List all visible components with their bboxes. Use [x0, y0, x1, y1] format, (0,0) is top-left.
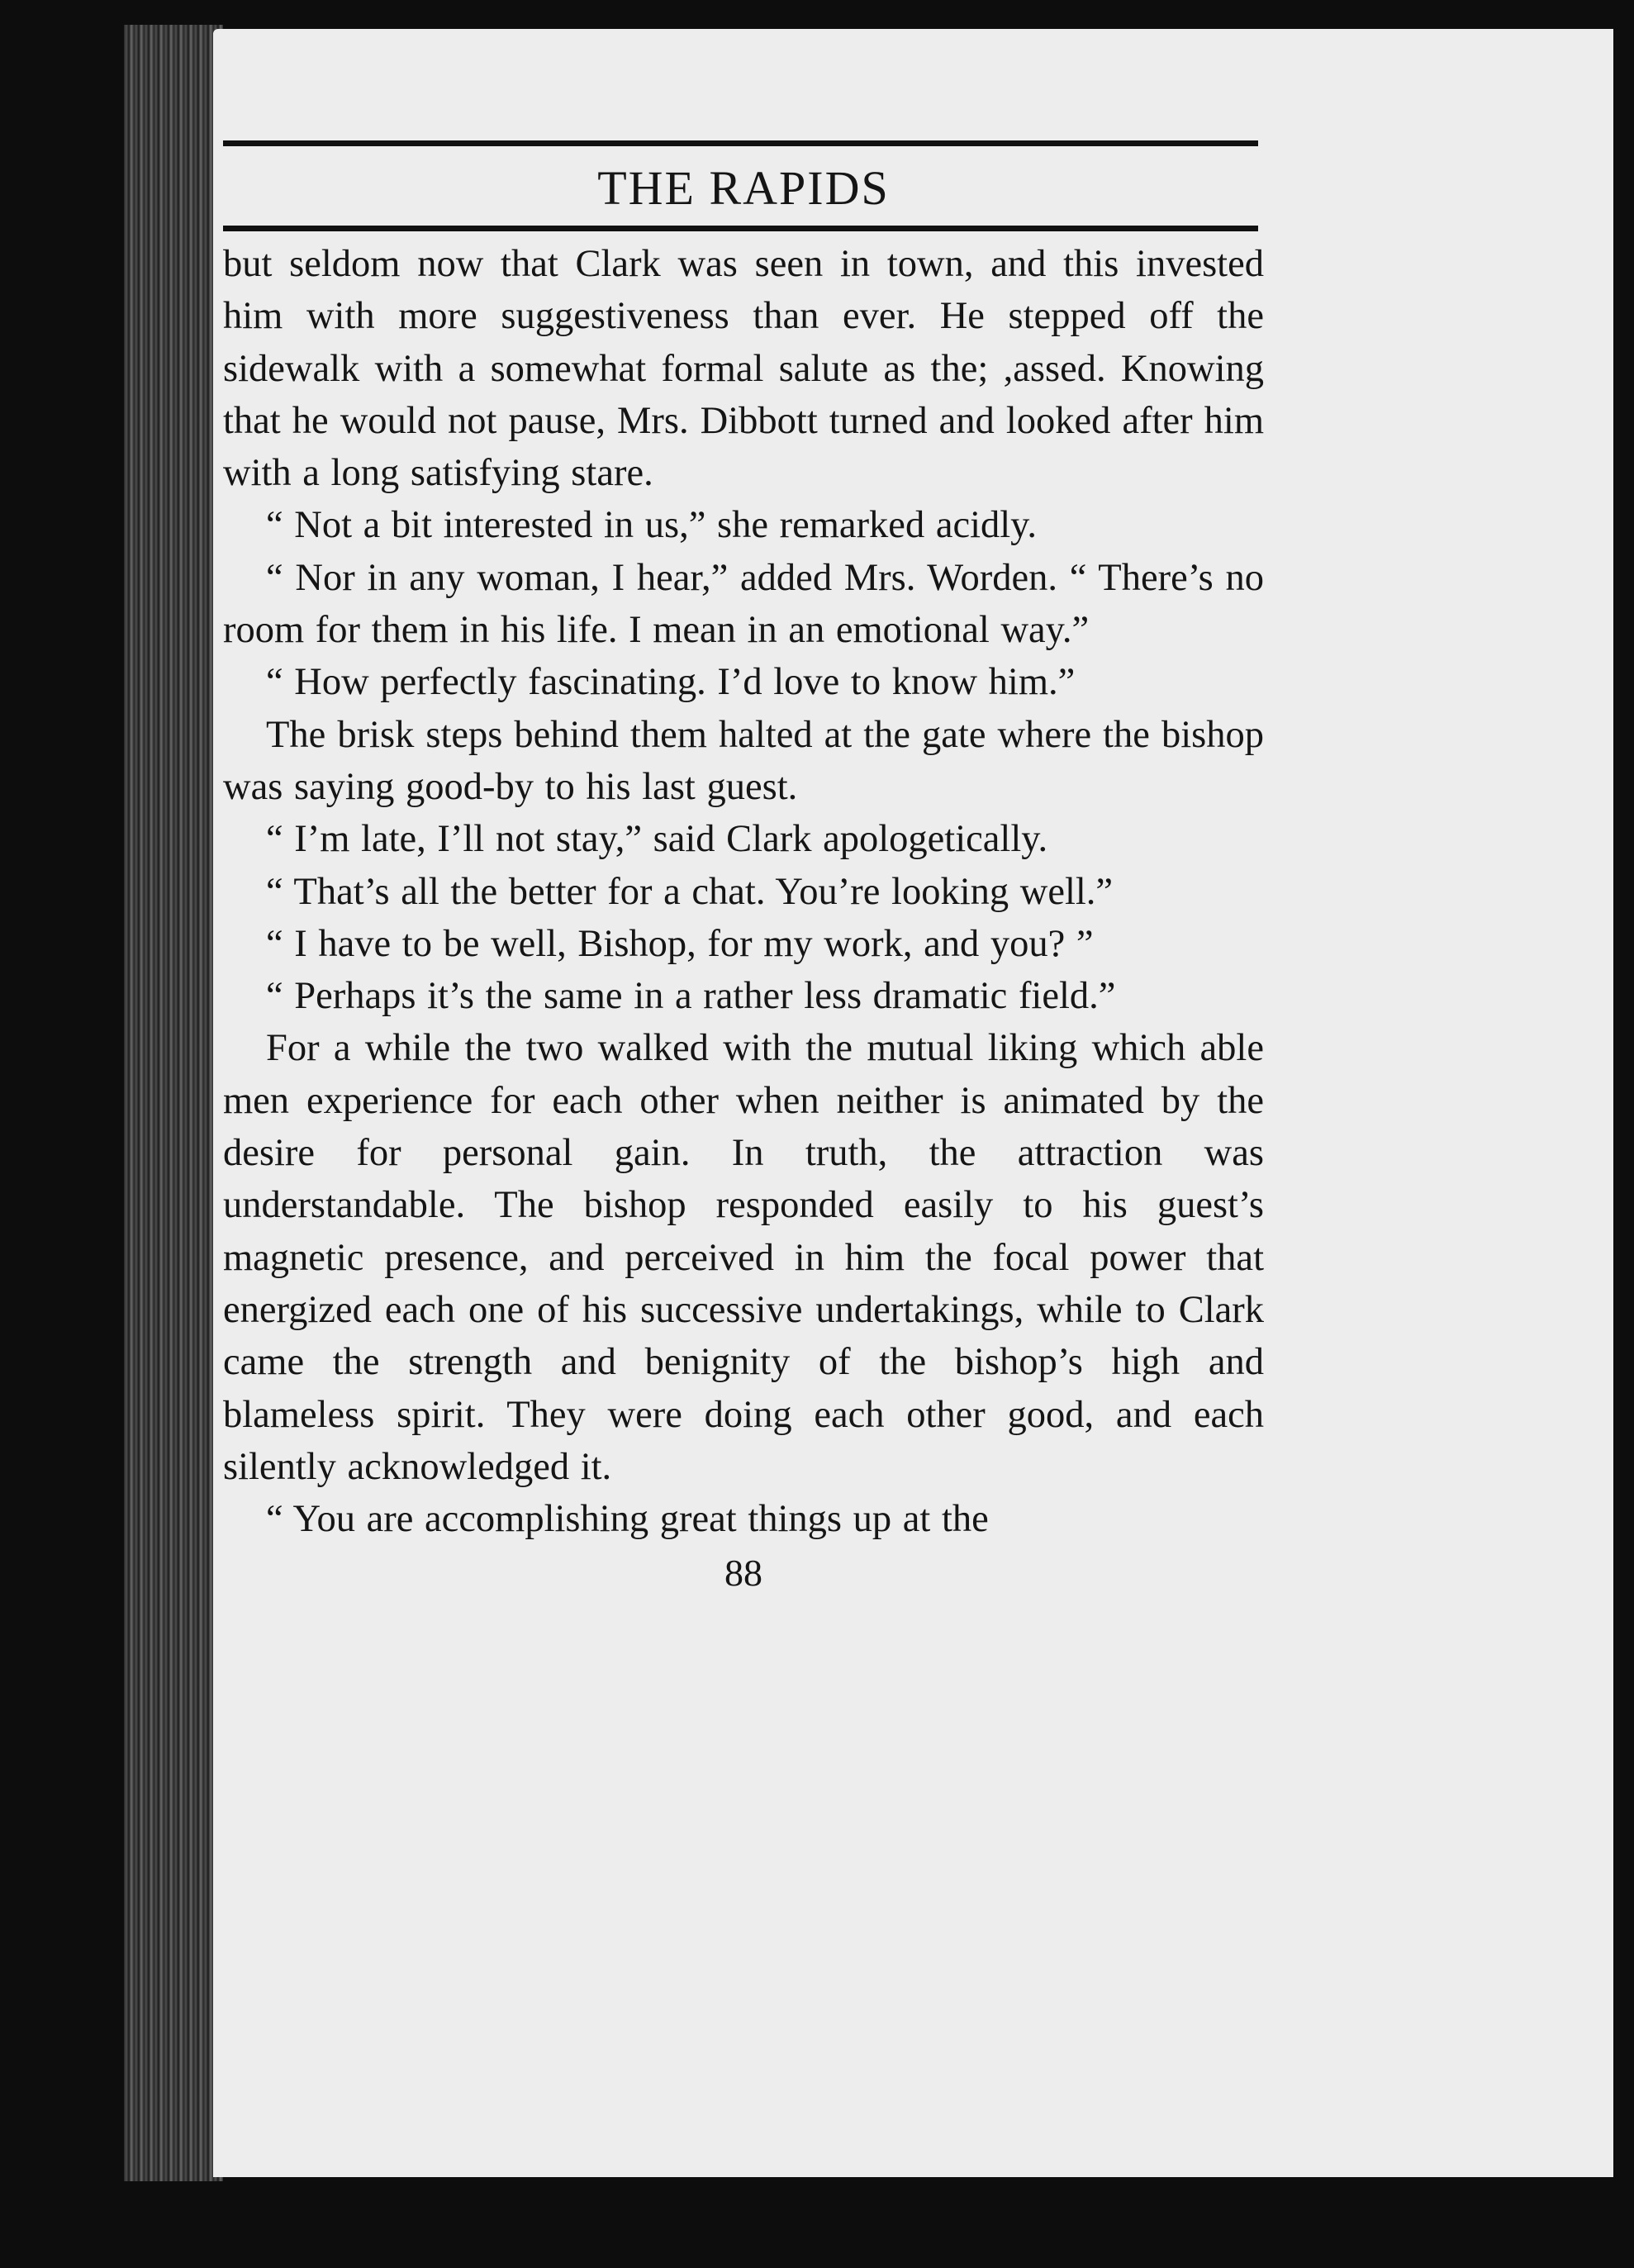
paragraph: For a while the two walked with the mutual liking which able men experience for each other when neither is animated by the desire for personal gain. In truth, the attraction was understandable. The bishop responded easily to his guest’s magnetic presence, and perceived in him the focal power that energized each one of his successive undertakings, while to Clark came the strength and benignity of the bishop’s high and blameless spirit. They were doing each other good, and each silently acknowledged it. [223, 1027, 1264, 1488]
paragraph: “ You are accomplishing great things up at the [266, 1498, 989, 1541]
paragraph: “ Not a bit interested in us,” she remarked acidly. [266, 504, 1038, 547]
paragraph: but seldom now that Clark was seen in town, and this invested him with more suggestiveness than ever. He stepped off the sidewalk with a somewhat formal salute as the; ,assed. Knowing that he would not pause, Mrs. Dibbott turned and looked after him with a long satisfying stare. [223, 243, 1264, 495]
header-rule-bottom [223, 226, 1258, 231]
paragraph: “ I’m late, I’ll not stay,” said Clark apologetically. [266, 818, 1048, 861]
paragraph: The brisk steps behind them halted at the gate where the bishop was saying good-by to his last guest. [223, 713, 1264, 808]
paragraph: “ Nor in any woman, I hear,” added Mrs. Worden. “ There’s no room for them in his life. I mean in an emotional way.” [223, 556, 1264, 652]
page-number: 88 [724, 1552, 762, 1595]
paragraph: “ I have to be well, Bishop, for my work, and you? ” [266, 922, 1094, 965]
page-content [223, 140, 1264, 1599]
paragraph: “ That’s all the better for a chat. You’re looking well.” [266, 870, 1114, 913]
header-rule-top [223, 140, 1258, 146]
book-page-edges [124, 25, 223, 2181]
paragraph: “ How perfectly fascinating. I’d love to know him.” [266, 661, 1076, 704]
running-header: THE RAPIDS [597, 161, 890, 215]
paragraph: “ Perhaps it’s the same in a rather less dramatic field.” [266, 975, 1116, 1018]
